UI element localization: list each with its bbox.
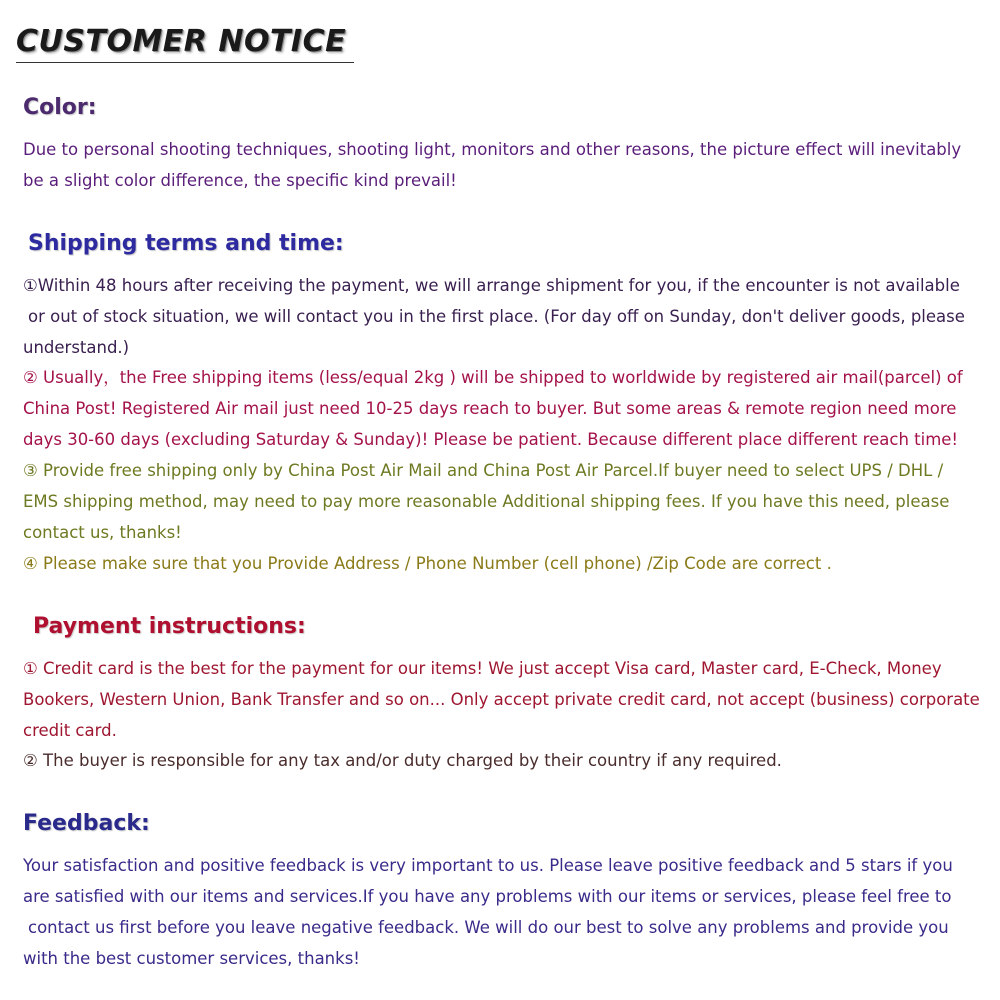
feedback-line: Your satisfaction and positive feedback is very important to us. Please leave positive feedback and 5 stars if you: [23, 856, 953, 875]
color-line: Due to personal shooting techniques, shooting light, monitors and other reasons, the picture effect will inevitably: [23, 140, 962, 159]
shipping-item-2: [23, 362, 983, 455]
shipping-heading: Shipping terms and time:: [28, 231, 344, 256]
color-line: be a slight color difference, the specific kind prevail!: [23, 171, 457, 190]
feedback-line: contact us first before you leave negative feedback. We will do our best to solve any problems and provide you: [28, 918, 949, 937]
shipping-item-4: [23, 548, 983, 579]
feedback-heading: Feedback:: [23, 811, 150, 836]
shipping-item-2-line: China Post! Registered Air mail just need 10-25 days reach to buyer. But some areas & remote region need more: [23, 399, 957, 418]
color-heading: Color:: [23, 95, 97, 120]
shipping-item-1-line: ①Within 48 hours after receiving the payment, we will arrange shipment for you, if the encounter is not available: [23, 276, 960, 295]
payment-item-1-line: credit card.: [23, 721, 117, 740]
shipping-item-1-line: or out of stock situation, we will contact you in the first place. (For day off on Sunday, don't deliver goods, please: [28, 307, 965, 326]
shipping-item-2-line: days 30-60 days (excluding Saturday & Sunday)! Please be patient. Because different place different reach time!: [23, 430, 959, 449]
shipping-item-1: [23, 270, 983, 363]
payment-heading: Payment instructions:: [33, 614, 306, 639]
payment-item-2: [23, 745, 983, 776]
title-underline: [16, 62, 354, 63]
shipping-item-1-line: understand.): [23, 338, 130, 357]
shipping-item-3: [23, 455, 983, 548]
payment-item-1: [23, 653, 983, 746]
color-paragraph: [23, 134, 983, 196]
feedback-line: with the best customer services, thanks!: [23, 949, 360, 968]
shipping-item-3-line: ③ Provide free shipping only by China Post Air Mail and China Post Air Parcel.If buyer need to select UPS / DHL /: [23, 461, 944, 480]
shipping-item-3-line: contact us, thanks!: [23, 523, 182, 542]
feedback-line: are satisfied with our items and services.If you have any problems with our items or services, please feel free to: [23, 887, 952, 906]
shipping-item-4-line: ④ Please make sure that you Provide Address / Phone Number (cell phone) /Zip Code are correct .: [23, 554, 832, 573]
shipping-item-3-line: EMS shipping method, may need to pay more reasonable Additional shipping fees. If you have this need, please: [23, 492, 950, 511]
page-title: CUSTOMER NOTICE: [16, 24, 347, 59]
payment-item-2-line: ② The buyer is responsible for any tax and/or duty charged by their country if any required.: [23, 751, 782, 770]
payment-item-1-line: Bookers, Western Union, Bank Transfer and so on... Only accept private credit card, not accept (business) corporate: [23, 690, 980, 709]
feedback-paragraph: [23, 850, 983, 974]
shipping-item-2-line: ② Usually，the Free shipping items (less/equal 2kg ) will be shipped to worldwide by registered air mail(parcel) of: [23, 368, 963, 387]
payment-item-1-line: ① Credit card is the best for the payment for our items! We just accept Visa card, Master card, E-Check, Money: [23, 659, 942, 678]
